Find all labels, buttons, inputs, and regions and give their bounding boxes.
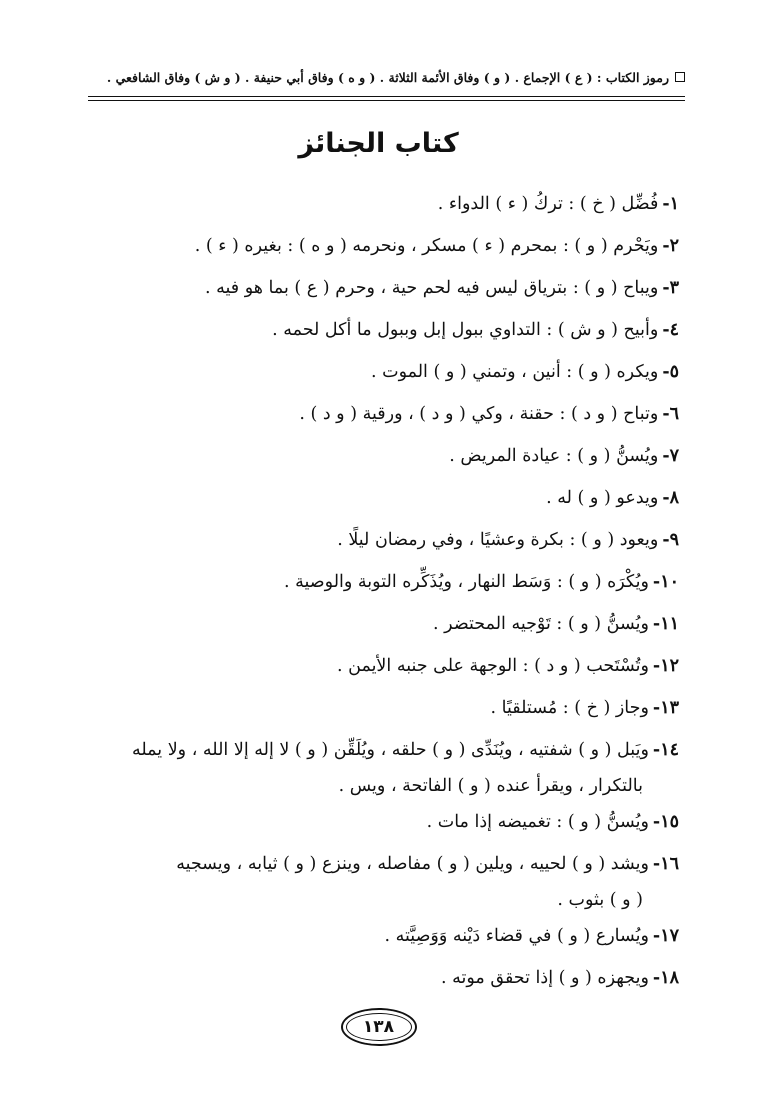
item-number: ١٧- xyxy=(652,926,679,946)
list-item xyxy=(98,194,679,236)
item-text: ويَحْرم ( و ) : بمحرم ( ء ) مسكر ، ونحرمه ( و ه ) : بغيره ( ء ) . xyxy=(194,236,659,256)
list-item xyxy=(98,404,679,446)
item-number: ٦- xyxy=(662,404,679,424)
list-item xyxy=(98,968,679,1010)
item-text: وجاز ( خ ) : مُستلقيًا . xyxy=(490,698,649,718)
item-number: ١٥- xyxy=(652,812,679,832)
item-text: وأبيح ( و ش ) : التداوي ببول إبل وببول ما أكل لحمه . xyxy=(272,320,659,340)
list-item xyxy=(98,362,679,404)
item-continuation: بالتكرار ، ويقرأ عنده ( و ) الفاتحة ، ويس . xyxy=(338,776,643,796)
item-text: ويكره ( و ) : أنين ، وتمني ( و ) الموت . xyxy=(370,362,659,382)
list-item xyxy=(98,278,679,320)
item-text: ويَبل ( و ) شفتيه ، ويُنَدِّى ( و ) حلقه ، ويُلَقِّن ( و ) لا إله إلا الله ، ولا يمله xyxy=(131,740,649,760)
item-number: ١٣- xyxy=(652,698,679,718)
square-bullet-icon xyxy=(675,72,685,82)
list-item xyxy=(98,572,679,614)
item-number: ٥- xyxy=(662,362,679,382)
header-text: رموز الكتاب : ( ع ) الإجماع . ( و ) وفاق الأئمة الثلاثة . ( و ه ) وفاق أبي حنيفة . ( و ش ) وفاق الشافعي . xyxy=(106,69,669,85)
item-number: ٢- xyxy=(662,236,679,256)
item-number: ١٠- xyxy=(652,572,679,592)
list-item xyxy=(98,812,679,854)
item-number: ٨- xyxy=(662,488,679,508)
page-title: كتاب الجنائز xyxy=(298,128,459,159)
item-number: ١١- xyxy=(652,614,679,634)
item-text: ويُسنُّ ( و ) : تَوْجيه المحتضر . xyxy=(433,614,649,634)
list-item xyxy=(98,698,679,740)
header-rule-thin xyxy=(88,100,685,101)
list-item xyxy=(98,236,679,278)
list-item xyxy=(98,656,679,698)
item-number: ٩- xyxy=(662,530,679,550)
running-header xyxy=(88,62,685,92)
item-text: وتباح ( و د ) : حقنة ، وكي ( و د ) ، ورقية ( و د ) . xyxy=(299,404,659,424)
list-item xyxy=(98,614,679,656)
list-item xyxy=(98,740,679,812)
item-text: ويُسنُّ ( و ) : تغميضه إذا مات . xyxy=(426,812,649,832)
list-item xyxy=(98,854,679,926)
item-text: فُضِّل ( خ ) : تركُ ( ء ) الدواء . xyxy=(437,194,659,214)
item-number: ٣- xyxy=(662,278,679,298)
list-item xyxy=(98,530,679,572)
badge-ornament xyxy=(343,1010,415,1044)
page-number-badge xyxy=(341,1008,417,1046)
item-number: ٤- xyxy=(662,320,679,340)
list-item xyxy=(98,926,679,968)
item-text: ويدعو ( و ) له . xyxy=(546,488,659,508)
item-text: ويُسارع ( و ) في قضاء دَيْنه وَوَصِيَّته . xyxy=(384,926,649,946)
item-text: ويباح ( و ) : بترياق ليس فيه لحم حية ، وحرم ( ع ) بما هو فيه . xyxy=(204,278,659,298)
page-number: ١٣٨ xyxy=(362,1017,395,1037)
item-text: ويعود ( و ) : بكرة وعشيًا ، وفي رمضان ليلًا . xyxy=(337,530,659,550)
item-number: ١٨- xyxy=(652,968,679,988)
item-text: ويشد ( و ) لحييه ، ويلين ( و ) مفاصله ، وينزع ( و ) ثيابه ، ويسجيه xyxy=(176,854,649,874)
header-rule-thick xyxy=(88,96,685,97)
item-continuation: ( و ) بثوب . xyxy=(557,890,643,910)
item-number: ١٤- xyxy=(652,740,679,760)
item-number: ٧- xyxy=(662,446,679,466)
item-number: ١- xyxy=(662,194,679,214)
item-text: ويجهزه ( و ) إذا تحقق موته . xyxy=(441,968,649,988)
item-list xyxy=(98,194,679,1010)
item-text: وتُسْتَحب ( و د ) : الوجهة على جنبه الأيمن . xyxy=(337,656,649,676)
item-number: ١٢- xyxy=(652,656,679,676)
list-item xyxy=(98,488,679,530)
list-item xyxy=(98,320,679,362)
item-number: ١٦- xyxy=(652,854,679,874)
item-text: ويُكْرَه ( و ) : وَسَط النهار ، ويُذَكِّره التوبة والوصية . xyxy=(284,572,649,592)
list-item xyxy=(98,446,679,488)
item-text: ويُسنُّ ( و ) : عيادة المريض . xyxy=(449,446,659,466)
